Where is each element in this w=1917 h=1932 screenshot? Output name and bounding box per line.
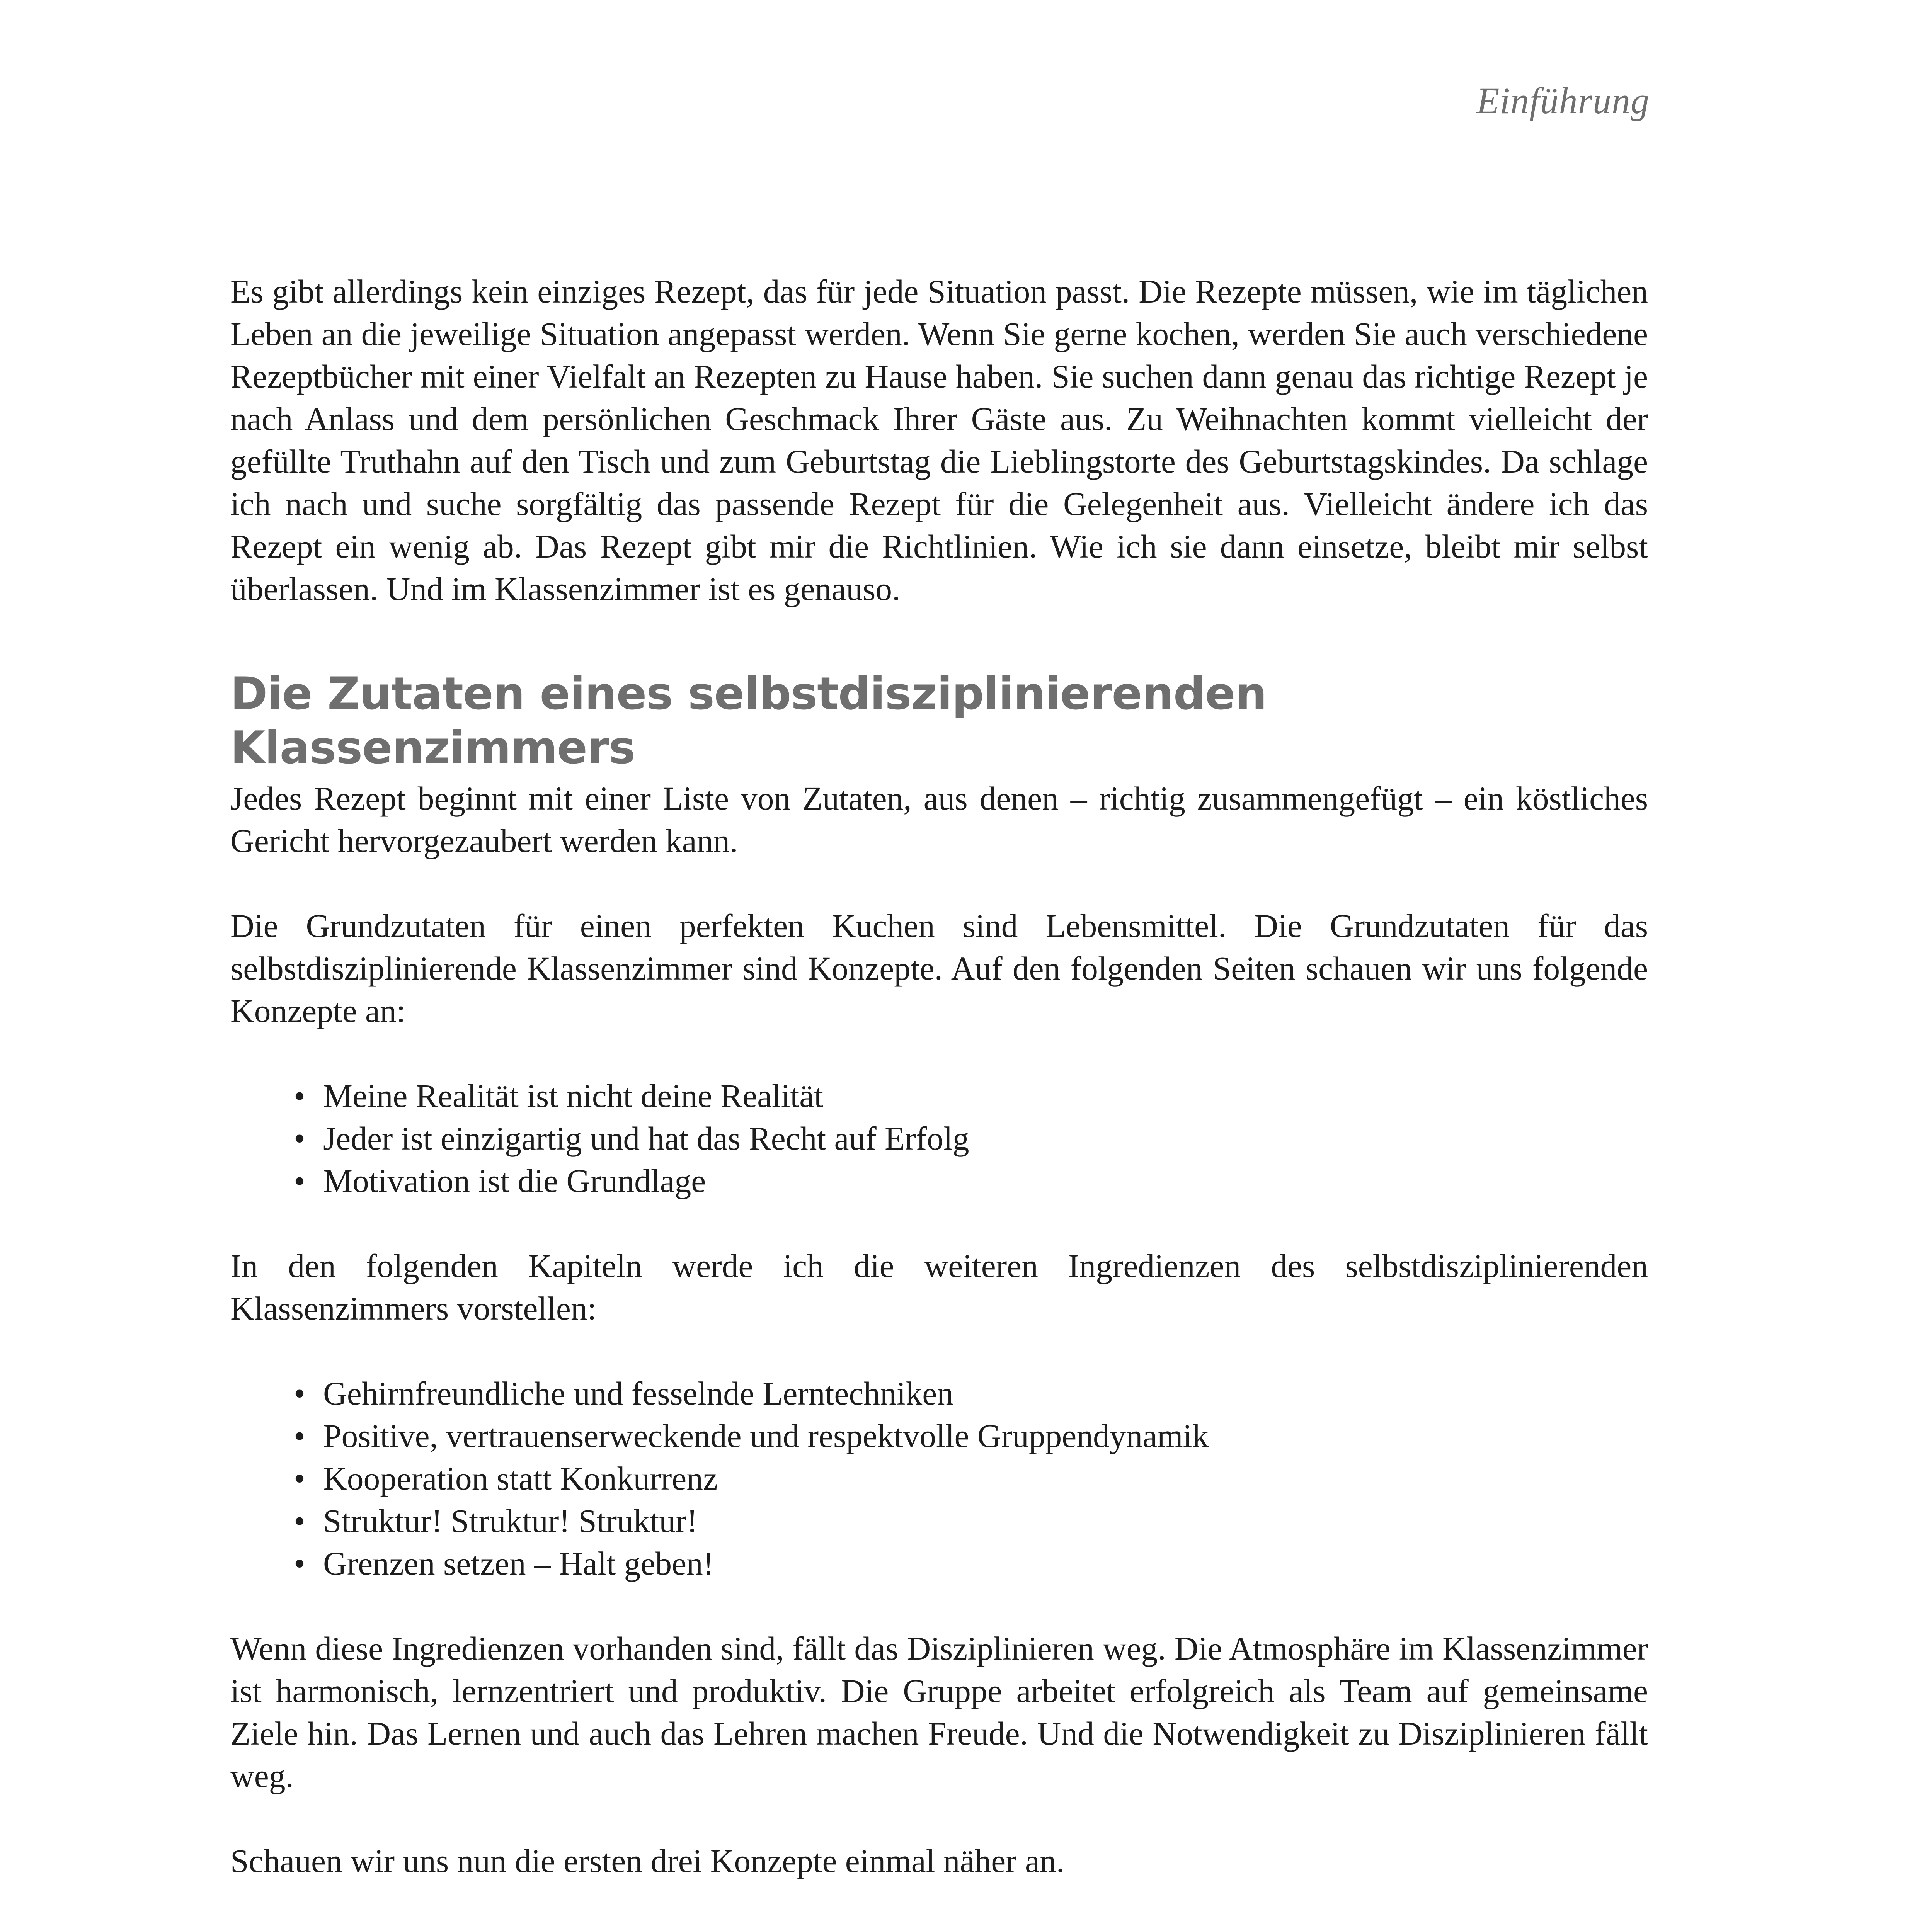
list-item-text: Struktur! Struktur! Struktur! <box>323 1503 698 1539</box>
list-item-text: Motivation ist die Grundlage <box>323 1163 706 1199</box>
paragraph: In den folgenden Kapiteln werde ich die weiteren Ingredienzen des selbstdisziplinierenden Klassenzimmers vorstellen: <box>230 1248 1648 1327</box>
section-heading-zutaten: Die Zutaten eines selbstdisziplinierenden Klassenzimmers <box>230 668 1267 774</box>
paragraph: Die Grundzutaten für einen perfekten Kuchen sind Lebensmittel. Die Grundzutaten für das selbstdisziplinierende Klassenzimmer sind Konzepte. Auf den folgenden Seiten schauen wir uns folgende Konzepte an: <box>230 908 1648 1029</box>
bullet-icon: • <box>294 1121 305 1157</box>
list-item <box>294 1160 1648 1202</box>
intro-paragraph: Es gibt allerdings kein einziges Rezept, das für jede Situation passt. Die Rezepte müssen, wie im täglichen Leben an die jeweilige Situation angepasst werden. Wenn Sie gerne kochen, werden Sie auch verschiedene Rezeptbücher mit einer Vielfalt an Rezepten zu Hause haben. Sie suchen dann genau das richtige Rezept je nach Anlass und dem persönlichen Geschmack Ihrer Gäste aus. Zu Weihnachten kommt vielleicht der gefüllte Truthahn auf den Tisch und zum Geburtstag die Lieblingstorte des Geburtstagskindes. Da schlage ich nach und suche sorgfältig das passende Rezept für die Gelegenheit aus. Vielleicht ändere ich das Rezept ein wenig ab. Das Rezept gibt mir die Richtlinien. Wie ich sie dann einsetze, bleibt mir selbst überlassen. Und im Klassenzimmer ist es genauso. <box>230 274 1648 607</box>
list-item <box>294 1372 1648 1415</box>
paragraph: Jedes Rezept beginnt mit einer Liste von Zutaten, aus denen – richtig zusammengefügt – ein köstliches Gericht hervorgezaubert werden kann. <box>230 781 1648 859</box>
list-item <box>294 1458 1648 1500</box>
bullet-icon: • <box>294 1376 305 1412</box>
bullet-icon: • <box>294 1546 305 1582</box>
bullet-icon: • <box>294 1163 305 1199</box>
ingredient-list <box>230 1372 1648 1585</box>
paragraph: Wenn diese Ingredienzen vorhanden sind, fällt das Disziplinieren weg. Die Atmosphäre im Klassenzimmer ist harmonisch, lernzentriert und produktiv. Die Gruppe arbeitet erfolgreich als Team auf gemeinsame Ziele hin. Das Lernen und auch das Lehren machen Freude. Und die Notwendigkeit zu Disziplinieren fällt weg. <box>230 1631 1648 1794</box>
paragraph: Schauen wir uns nun die ersten drei Konzepte einmal näher an. <box>230 1843 1065 1879</box>
list-item-text: Gehirnfreundliche und fesselnde Lerntechniken <box>323 1376 953 1412</box>
list-item-text: Meine Realität ist nicht deine Realität <box>323 1078 823 1114</box>
bullet-icon: • <box>294 1461 305 1497</box>
list-item <box>294 1075 1648 1117</box>
list-item <box>294 1543 1648 1585</box>
concept-list <box>230 1075 1648 1202</box>
list-item <box>294 1500 1648 1543</box>
list-item-text: Kooperation statt Konkurrenz <box>323 1461 718 1497</box>
bullet-icon: • <box>294 1503 305 1539</box>
list-item <box>294 1117 1648 1160</box>
bullet-icon: • <box>294 1078 305 1114</box>
list-item-text: Positive, vertrauenserweckende und respektvolle Gruppendynamik <box>323 1418 1209 1454</box>
bullet-icon: • <box>294 1418 305 1454</box>
list-item-text: Jeder ist einzigartig und hat das Recht auf Erfolg <box>323 1121 969 1157</box>
list-item <box>294 1415 1648 1458</box>
page-content <box>230 270 1648 1932</box>
running-head: Einführung <box>1476 80 1650 121</box>
list-item-text: Grenzen setzen – Halt geben! <box>323 1546 714 1582</box>
